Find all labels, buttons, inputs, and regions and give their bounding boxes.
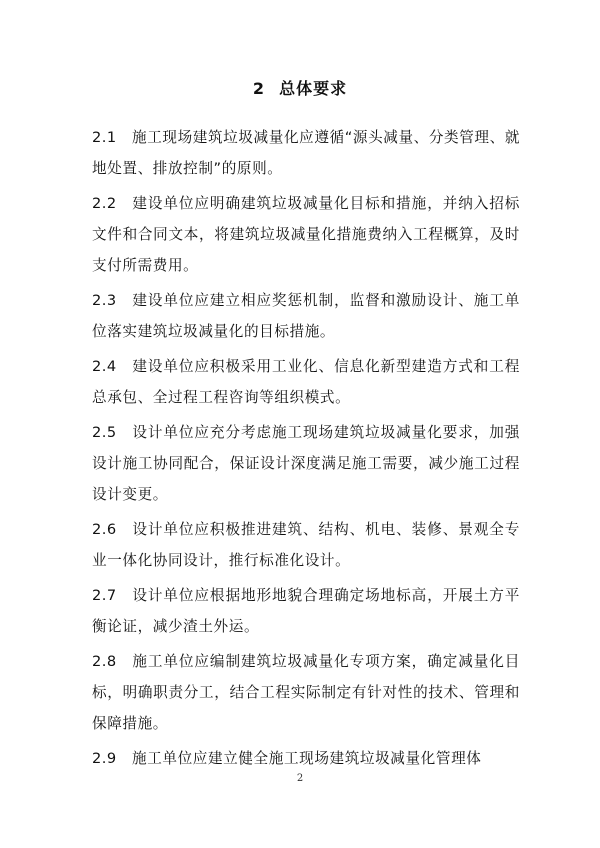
clause-2-9	[92, 743, 520, 774]
clause-number: 2.9	[92, 750, 117, 767]
section-title: 总体要求	[279, 79, 348, 98]
section-number: 2	[252, 79, 266, 98]
clause-text: 建设单位应明确建筑垃圾减量化目标和措施，并纳入招标文件和合同文本，将建筑垃圾减量化措施费纳入工程概算，及时支付所需费用。	[92, 195, 520, 274]
section-heading	[0, 76, 600, 99]
clause-number: 2.6	[92, 521, 117, 538]
clause-2-7	[92, 580, 520, 642]
clause-2-1	[92, 122, 520, 184]
clause-2-4	[92, 351, 520, 413]
clause-text: 建设单位应积极采用工业化、信息化新型建造方式和工程总承包、全过程工程咨询等组织模式。	[92, 358, 520, 406]
clause-2-2	[92, 188, 520, 281]
clause-text: 施工单位应编制建筑垃圾减量化专项方案，确定减量化目标，明确职责分工，结合工程实际制定有针对性的技术、管理和保障措施。	[92, 653, 520, 732]
clause-text: 设计单位应充分考虑施工现场建筑垃圾减量化要求，加强设计施工协同配合，保证设计深度满足施工需要，减少施工过程设计变更。	[92, 424, 520, 503]
clause-2-8	[92, 646, 520, 739]
clause-number: 2.1	[92, 129, 117, 146]
clause-number: 2.5	[92, 424, 117, 441]
clause-text: 设计单位应积极推进建筑、结构、机电、装修、景观全专业一体化协同设计，推行标准化设计。	[92, 521, 520, 569]
clause-number: 2.2	[92, 195, 117, 212]
clause-number: 2.8	[92, 653, 117, 670]
clause-number: 2.7	[92, 587, 117, 604]
clause-text: 施工单位应建立健全施工现场建筑垃圾减量化管理体	[132, 750, 482, 767]
clause-2-3	[92, 285, 520, 347]
page-number: 2	[296, 773, 304, 784]
clause-list	[92, 122, 520, 774]
clause-2-5	[92, 417, 520, 510]
clause-number: 2.4	[92, 358, 117, 375]
clause-text: 建设单位应建立相应奖惩机制，监督和激励设计、施工单位落实建筑垃圾减量化的目标措施。	[92, 292, 520, 340]
clause-2-6	[92, 514, 520, 576]
clause-text: 施工现场建筑垃圾减量化应遵循“源头减量、分类管理、就地处置、排放控制”的原则。	[92, 129, 521, 177]
clause-text: 设计单位应根据地形地貌合理确定场地标高，开展土方平衡论证，减少渣土外运。	[92, 587, 520, 635]
clause-number: 2.3	[92, 292, 117, 309]
